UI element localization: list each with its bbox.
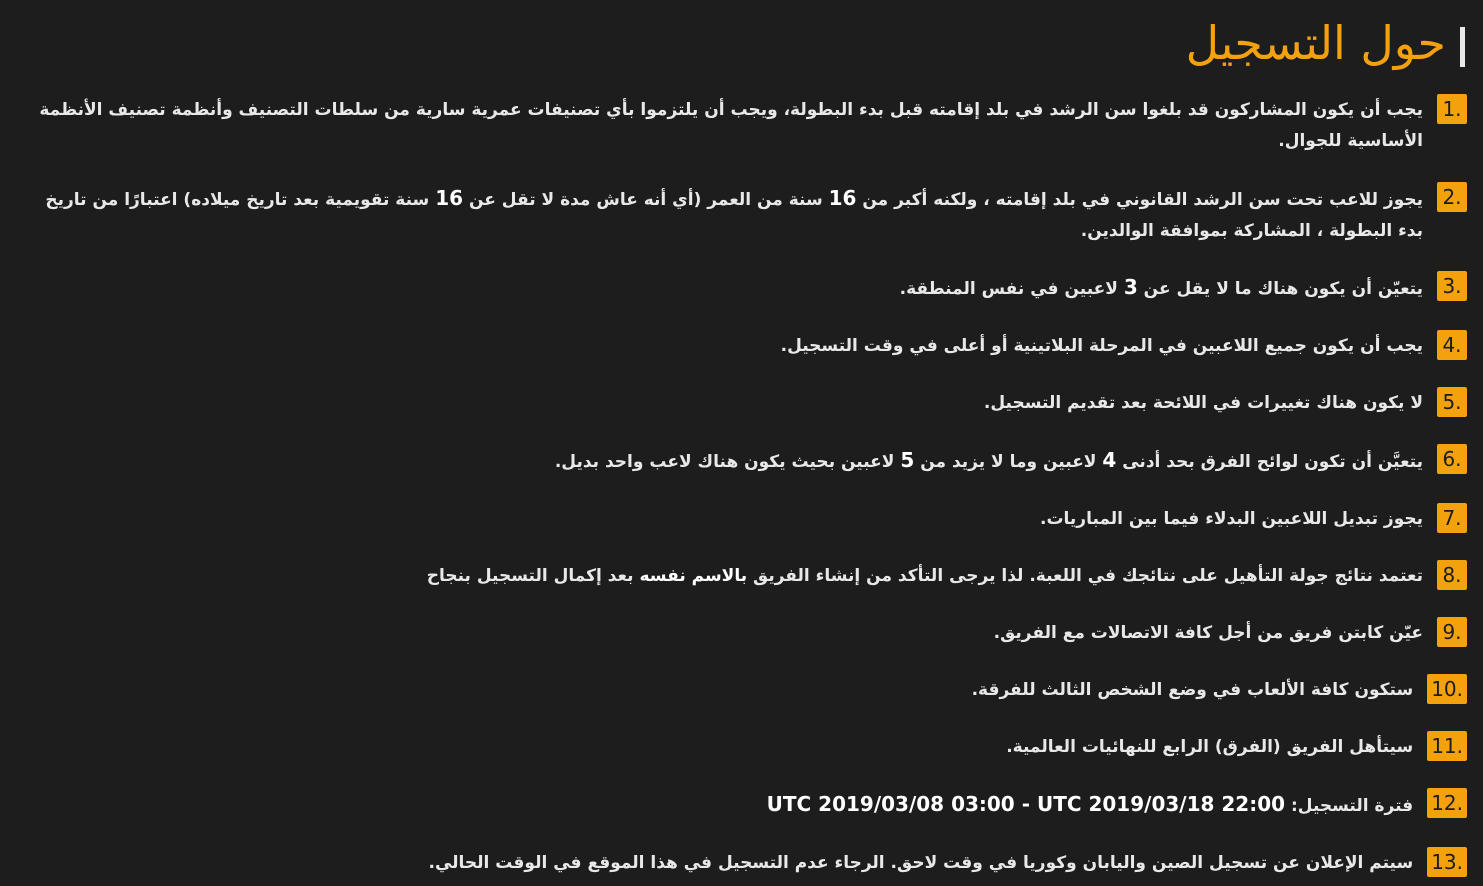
registration-period-value: UTC 2019/03/08 03:00 - UTC 2019/03/18 22:00 [766,792,1286,816]
rule-number-value: 3 [1123,275,1138,299]
rule-item-6 [17,444,1467,478]
rule-text-part: لاعبين وما لا يزيد من [920,452,1097,472]
rule-text: يجب أن يكون جميع اللاعبين في المرحلة البلاتينية أو أعلى في وقت التسجيل. [780,336,1423,356]
rule-text: ستكون كافة الألعاب في وضع الشخص الثالث للفرقة. [971,680,1414,700]
rule-text-part: بعد إكمال التسجيل بنجاح [426,566,634,586]
rules-list [17,94,1467,886]
rule-number: 4. [1437,330,1467,360]
rule-number: 2. [1437,182,1467,212]
rule-item-2 [17,182,1467,247]
rule-emphasis: بالاسم نفسه [639,566,748,586]
rule-text: يجوز تبديل اللاعبين البدلاء فيما بين المباريات. [1039,509,1423,529]
page-header [1186,12,1465,74]
rule-text-part: يجوز للاعب تحت سن الرشد القانوني في بلد إقامته ، ولكنه أكبر من [862,190,1423,210]
rule-number: 12. [1427,788,1467,818]
rule-item-1 [17,94,1467,157]
rule-number-value: 5 [900,448,915,472]
rule-text-part: تعتمد نتائج جولة التأهيل على نتائجك في اللعبة. لذا يرجى التأكد من إنشاء الفريق [753,566,1423,586]
rule-number: 13. [1427,847,1467,877]
rule-item-5 [17,387,1467,419]
rule-number: 5. [1437,387,1467,417]
rule-text: عيّن كابتن فريق من أجل كافة الاتصالات مع الفريق. [993,623,1423,643]
rule-number: 8. [1437,560,1467,590]
rule-item-4 [17,330,1467,362]
rule-text-part: سنة من العمر (أي أنه عاش مدة لا تقل عن [468,190,823,210]
rule-text [17,560,1423,592]
rule-item-10 [17,674,1467,706]
rule-number: 11. [1427,731,1467,761]
rule-text [17,271,1423,305]
rule-number: 10. [1427,674,1467,704]
rule-item-8 [17,560,1467,592]
rule-number-value: 4 [1102,448,1117,472]
rule-item-13 [17,847,1467,879]
rule-number: 1. [1437,94,1467,124]
rule-number-value: 16 [435,186,464,210]
rule-text [17,182,1423,247]
rule-item-11 [17,731,1467,763]
registration-period-label: فترة التسجيل: [1290,796,1414,816]
rule-text: لا يكون هناك تغييرات في اللائحة بعد تقديم التسجيل. [983,393,1423,413]
rule-text-part: يتعيّن أن يكون هناك ما لا يقل عن [1143,279,1423,299]
rule-text-part: يتعيَّن أن تكون لوائح الفرق بحد أدنى [1122,452,1423,472]
rule-item-9 [17,617,1467,649]
rule-text [17,444,1423,478]
rule-text: سيتأهل الفريق (الفرق) الرابع للنهائيات العالمية. [1006,737,1414,757]
rule-text-part: لاعبين في نفس المنطقة. [899,279,1118,299]
rule-number-value: 16 [828,186,857,210]
header-accent-bar [1460,27,1465,67]
rule-number: 3. [1437,271,1467,301]
rule-text: سيتم الإعلان عن تسجيل الصين واليابان وكوريا في وقت لاحق. الرجاء عدم التسجيل في هذا الموقع في الوقت الحالي. [428,853,1414,873]
rule-text-part: لاعبين بحيث يكون هناك لاعب واحد بديل. [554,452,895,472]
rule-text-part: سنة تقويمية بعد تاريخ ميلاده) اعتبارًا من تاريخ بدء البطولة ، المشاركة بموافقة الوالدين. [45,190,1423,241]
rule-number: 9. [1437,617,1467,647]
rule-text [17,788,1413,822]
rule-number: 6. [1437,444,1467,474]
rule-number: 7. [1437,503,1467,533]
rule-text: يجب أن يكون المشاركون قد بلغوا سن الرشد في بلد إقامته قبل بدء البطولة، ويجب أن يلتزموا بأي تصنيفات عمرية سارية من سلطات التصنيف وأنظمة تصنيف الأنظمة الأساسية للجوال. [39,100,1423,151]
page-title: حول التسجيل [1185,16,1446,70]
rule-item-3 [17,271,1467,305]
rule-item-12 [17,788,1467,822]
rule-item-7 [17,503,1467,535]
